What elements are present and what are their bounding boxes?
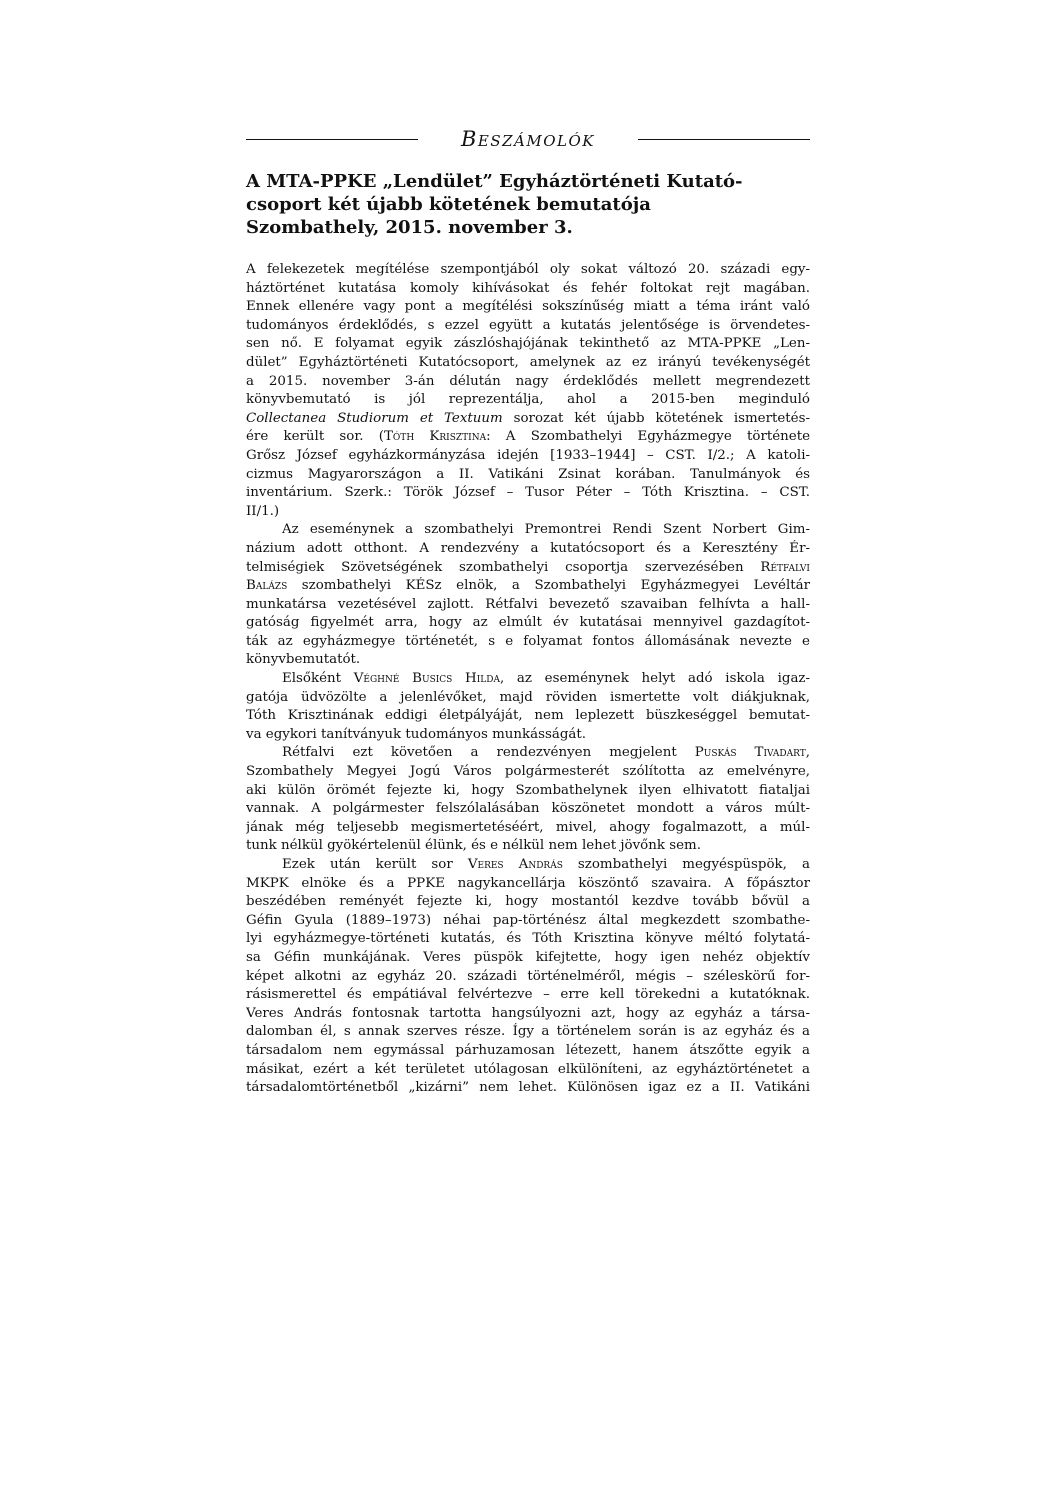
article-title-line: A MTA-PPKE „Lendület” Egyháztörténeti Kutató- <box>246 171 743 192</box>
text-line <box>246 875 810 894</box>
text-line <box>246 763 810 782</box>
text-line <box>246 819 810 838</box>
text-line <box>246 800 810 819</box>
text-line <box>246 391 810 410</box>
line-text: jának még teljesebb megismertetéséért, mivel, ahogy fogalmazott, a múl- <box>246 819 810 835</box>
line-text: Grősz József egyházkormányzása idején [1933–1944] – CST. I/2.; A katoli- <box>246 447 810 463</box>
line-text: társadalomtörténetből „kizárni” nem lehet. Különösen igaz ez a II. Vatikáni <box>246 1080 810 1096</box>
line-text: munkatársa vezetésével zajlott. Rétfalvi bevezető szavaiban felhívta a hall- <box>246 596 810 612</box>
text-line <box>246 968 810 987</box>
text-line <box>246 949 810 968</box>
text-line <box>246 503 810 522</box>
text-line <box>246 428 810 447</box>
article-title-line: csoport két újabb kötetének bemutatója <box>246 194 651 215</box>
line-text: sorozat két újabb kötetének ismertetés- <box>502 410 810 426</box>
text-line <box>246 782 810 801</box>
line-text: sa Géfin munkájának. Veres püspök kifejtette, hogy igen nehéz objektív <box>246 949 810 965</box>
line-text: Ennek ellenére vagy pont a megítélési sokszínűség miatt a téma iránt való <box>246 299 810 315</box>
text-line <box>246 596 810 615</box>
line-text: vannak. A polgármester felszólalásában köszönetet mondott a város múlt- <box>246 801 810 817</box>
text-line <box>246 744 810 763</box>
text-line <box>246 410 810 429</box>
text-line <box>246 726 810 745</box>
header-rule-right <box>638 139 810 140</box>
text-line <box>246 354 810 373</box>
line-text: aki külön örömét fejezte ki, hogy Szombathelynek ilyen elhivatott fiataljai <box>246 782 810 798</box>
text-line <box>246 559 810 578</box>
text-line <box>246 540 810 559</box>
line-text: szombathelyi KÉSz elnök, a Szombathelyi Egyházmegyei Levéltár <box>287 578 810 594</box>
text-line <box>246 651 810 670</box>
text-line <box>246 335 810 354</box>
person-name: Véghné Busics Hilda <box>353 671 500 687</box>
line-text: Géfin Gyula (1889–1973) néhai pap-történész által megkezdett szombathe- <box>246 912 810 928</box>
text-line <box>246 577 810 596</box>
text-line <box>246 484 810 503</box>
text-line <box>246 633 810 652</box>
line-text: rásismerettel és empátiával felvértezve – erre kell törekedni a kutatóknak. <box>246 987 810 1003</box>
person-name: Puskás Tivadart <box>694 745 806 761</box>
paragraph <box>246 521 810 670</box>
text-line <box>246 1042 810 1061</box>
text-line <box>246 689 810 708</box>
line-text: a 2015. november 3-án délután nagy érdeklődés mellett megrendezett <box>246 373 810 389</box>
text-line <box>246 930 810 949</box>
text-line <box>246 280 810 299</box>
line-text: inventárium. Szerk.: Török József – Tusor Péter – Tóth Krisztina. – CST. <box>246 485 810 501</box>
text-line <box>246 298 810 317</box>
text-line <box>246 1079 810 1098</box>
person-name: Tóth Krisztina <box>384 429 487 445</box>
text-line <box>246 1005 810 1024</box>
text-line <box>246 373 810 392</box>
line-text: MKPK elnöke és a PPKE nagykancellárja köszöntő szavaira. A főpásztor <box>246 875 810 891</box>
paragraph <box>246 744 810 856</box>
article-title-line: Szombathely, 2015. november 3. <box>246 217 573 238</box>
line-text: Szombathely Megyei Jogú Város polgármesterét szólította az emelvényre, <box>246 764 810 780</box>
line-text: Rétfalvi ezt követően a rendezvényen megjelent <box>282 745 695 761</box>
line-text: názium adott otthont. A rendezvény a kutatócsoport és a Keresztény Ér- <box>246 540 810 556</box>
person-name: Balázs <box>246 578 288 594</box>
line-text: Az eseménynek a szombathelyi Premontrei Rendi Szent Norbert Gim- <box>282 522 810 538</box>
paragraph <box>246 670 810 744</box>
line-text: gatója üdvözölte a jelenlévőket, majd röviden ismertette volt diákjuknak, <box>246 689 810 705</box>
person-name: Rétfalvi <box>760 559 810 575</box>
line-text: va egykori tanítványuk tudományos munkásságát. <box>246 726 587 742</box>
text-line <box>246 912 810 931</box>
text-line <box>246 893 810 912</box>
line-text: tunk nélkül gyökértelenül élünk, és e nélkül nem lehet jövőnk sem. <box>246 838 701 854</box>
line-text: telmiségiek Szövetségének szombathelyi csoportja szervezésében <box>246 559 761 575</box>
text-line <box>246 261 810 280</box>
line-text: ták az egyházmegye történetét, s e folyamat fontos állomásának nevezte e <box>246 633 810 649</box>
line-text: Tóth Krisztinának eddigi életpályáját, nem leplezett büszkeséggel bemutat- <box>246 708 810 724</box>
line-text: dalomban él, s annak szerves része. Így a történelem során is az egyház és a <box>246 1024 810 1040</box>
line-text: háztörténet kutatása komoly kihívásokat és fehér foltokat rejt magában. <box>246 280 810 296</box>
line-text: , az eseménynek helyt adó iskola igaz- <box>499 671 810 687</box>
line-text: II/1.) <box>246 503 280 519</box>
paragraph <box>246 261 810 521</box>
article-title <box>246 170 810 239</box>
line-text: tudományos érdeklődés, s ezzel együtt a kutatás jelentősége is örvendetes- <box>246 317 810 333</box>
text-line <box>246 986 810 1005</box>
line-text: Ezek után került sor <box>282 857 468 872</box>
text-line <box>246 521 810 540</box>
line-text: képet alkotni az egyház 20. századi történelméről, mégis – széleskörű for- <box>246 968 810 984</box>
section-title: Beszámolók <box>460 127 596 151</box>
line-text: könyvbemutatót. <box>246 652 361 668</box>
line-text: A felekezetek megítélése szempontjából oly sokat változó 20. századi egy- <box>246 262 810 277</box>
paragraph <box>246 856 810 1098</box>
line-text: cizmus Magyarországon a II. Vatikáni Zsinat korában. Tanulmányok és <box>246 466 810 482</box>
line-text: lyi egyházmegye-történeti kutatás, és Tóth Krisztina könyve méltó folytatá- <box>246 931 810 947</box>
text-line <box>246 707 810 726</box>
line-text: : A Szombathelyi Egyházmegye története <box>486 429 810 445</box>
section-header <box>246 122 810 156</box>
text-line <box>246 670 810 689</box>
person-name: Veres András <box>467 857 563 872</box>
line-text: , <box>805 745 810 761</box>
article-body <box>246 261 810 1098</box>
line-text: gatóság figyelmét arra, hogy az elmúlt év kutatásai mennyivel gazdagítot- <box>246 615 810 631</box>
text-line <box>246 856 810 875</box>
line-text: beszédében reményét fejezte ki, hogy mostantól kezdve tovább bővül a <box>246 894 810 910</box>
page <box>246 122 810 1098</box>
line-text: társadalom nem egymással párhuzamosan létezett, hanem átszőtte egyik a <box>246 1042 810 1058</box>
text-line <box>246 1023 810 1042</box>
text-line <box>246 1061 810 1080</box>
text-line <box>246 447 810 466</box>
header-rule-left <box>246 139 418 140</box>
text-line <box>246 466 810 485</box>
line-text: könyvbemutató is jól reprezentálja, ahol a 2015-ben meginduló <box>246 392 810 408</box>
line-text: sen nő. E folyamat egyik zászlóshajójának tekinthető az MTA-PPKE „Len- <box>246 336 810 352</box>
line-text: ére került sor. ( <box>246 429 384 445</box>
line-text: dület” Egyháztörténeti Kutatócsoport, amelynek az ez irányú tevékenységét <box>246 354 810 370</box>
text-line <box>246 837 810 856</box>
line-text: Veres András fontosnak tartotta hangsúlyozni azt, hogy az egyház a társa- <box>246 1005 810 1021</box>
series-title: Collectanea Studiorum et Textuum <box>246 410 503 426</box>
text-line <box>246 614 810 633</box>
line-text: másikat, ezért a két területet utólagosan elkülöníteni, az egyháztörténetet a <box>246 1061 810 1077</box>
line-text: Elsőként <box>282 671 354 687</box>
text-line <box>246 317 810 336</box>
line-text: szombathelyi megyéspüspök, a <box>562 857 810 872</box>
